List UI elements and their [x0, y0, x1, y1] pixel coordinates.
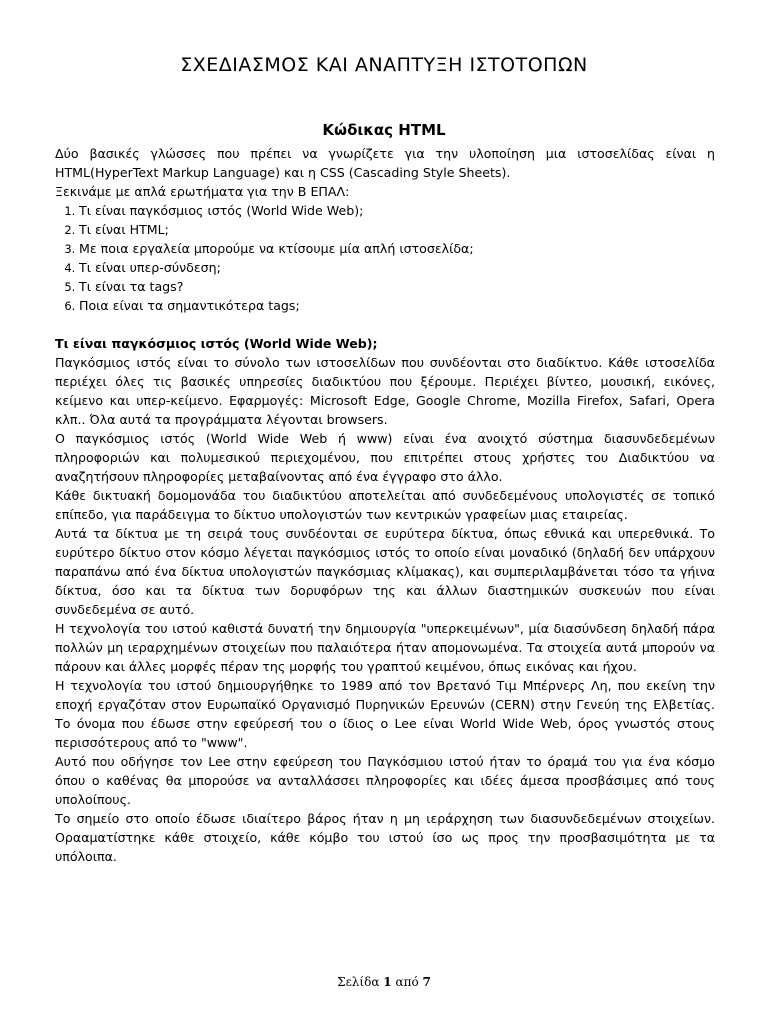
question-item: 1. Τι είναι παγκόσμιος ιστός (World Wide Web);	[79, 201, 715, 220]
question-item: 2. Τι είναι HTML;	[79, 220, 715, 239]
footer-of-word: από	[395, 975, 419, 989]
subheading-www: Τι είναι παγκόσμιος ιστός (World Wide Web);	[55, 336, 378, 351]
footer-page-word: Σελίδα	[337, 975, 380, 989]
body-paragraph: Η τεχνολογία του ιστού δημιουργήθηκε το 1989 από τον Βρετανό Τιμ Μπέρνερς Λη, που εκείνη την εποχή εργαζόταν στον Ευρωπαϊκό Οργανισμό Πυρηνικών Ερευνών (CERN) στην Γενεύη της Ελβετίας. Το όνομα που έδωσε στην εφεύρεσή του ο ίδιος ο Lee είναι World Wide Web, όρος γνωστός στους περισσότερους από το "www".	[55, 678, 715, 750]
intro-paragraph: Ξεκινάμε με απλά ερωτήματα για την Β ΕΠΑΛ:	[55, 184, 350, 199]
question-item: 3. Με ποια εργαλεία μπορούμε να κτίσουμε μία απλή ιστοσελίδα;	[79, 239, 715, 258]
body-paragraph: Η τεχνολογία του ιστού καθιστά δυνατή την δημιουργία "υπερκειμένων", μία διασύνδεση δηλαδή πάρα πολλών μη ιεραρχημένων στοιχείων που παλαιότερα ήταν απομονωμένα. Τα στοιχεία αυτά μπορούν να πάρουν και άλλες μορφές πέραν της μορφής του γραπτού κειμένου, όπως εικόνας και ήχου.	[55, 621, 715, 674]
body-paragraph: Κάθε δικτυακή δομομονάδα του διαδικτύου αποτελείται από συνδεδεμένους υπολογιστές σε τοπικό επίπεδο, για παράδειγμα το δίκτυο υπολογιστών των κεντρικών γραφείων μιας εταιρείας.	[55, 488, 715, 522]
question-item: 6. Ποια είναι τα σημαντικότερα tags;	[79, 296, 715, 315]
section-heading: Κώδικας HTML	[322, 121, 446, 139]
question-item: 5. Τι είναι τα tags?	[79, 277, 715, 296]
document-title: ΣΧΕΔΙΑΣΜΟΣ ΚΑΙ ΑΝΑΠΤΥΞΗ ΙΣΤΟΤΟΠΩΝ	[180, 54, 588, 76]
footer-total-pages: 7	[422, 975, 431, 989]
body-paragraph: Αυτά τα δίκτυα με τη σειρά τους συνδέονται σε ευρύτερα δίκτυα, όπως εθνικά και υπερεθνικά. Το ευρύτερο δίκτυο στον κόσμο λέγεται παγκόσμιος ιστός το οποίο είναι μοναδικό (δηλαδή δεν υπάρχουν παραπάνω από ένα δίκτυα υπολογιστών παγκόσμιας κλίμακας), και συμπεριλαμβάνεται τόσο τα γήινα δίκτυα, όσο και τα δίκτυα των δορυφόρων της και άλλων διαστημικών συσκευών που είναι συνδεδεμένα σε αυτό.	[55, 526, 715, 617]
body-paragraph: Το σημείο στο οποίο έδωσε ιδιαίτερο βάρος ήταν η μη ιεράρχηση των διασυνδεδεμένων στοιχείων. Ορααματίστηκε κάθε στοιχείο, κάθε κόμβο του ιστού ίσο ως προς την προσβασιμότητα με τα υπόλοιπα.	[55, 811, 715, 864]
body-paragraph: Παγκόσμιος ιστός είναι το σύνολο των ιστοσελίδων που συνδέονται στο διαδίκτυο. Κάθε ιστοσελίδα περιέχει όλες τις βασικές υπηρεσίες διαδικτύου που ξέρουμε. Περιέχει βίντεο, μουσική, εικόνες, κείμενο και υπερ-κείμενο. Εφαρμογές: Microsoft Edge, Google Chrome, Mozilla Firefox, Safari, Opera κλπ.. Όλα αυτά τα προγράμματα λέγονται browsers.	[55, 355, 715, 427]
question-item: 4. Τι είναι υπερ-σύνδεση;	[79, 258, 715, 277]
intro-paragraph: Δύο βασικές γλώσσες που πρέπει να γνωρίζετε για την υλοποίηση μια ιστοσελίδας είναι η HTML(HyperText Markup Language) και η CSS (Cascading Style Sheets).	[55, 146, 715, 180]
body-paragraph: Ο παγκόσμιος ιστός (World Wide Web ή www) είναι ένα ανοιχτό σύστημα διασυνδεδεμένων πληροφοριών και πολυμεσικού περιεχομένου, που επιτρέπει στους χρήστες του Διαδικτύου να αναζητήσουν πληροφορίες μεταβαίνοντας από ένα έγγραφο στο άλλο.	[55, 431, 715, 484]
questions-list	[55, 201, 715, 315]
page-footer	[0, 975, 768, 989]
body-paragraph: Αυτό που οδήγησε τον Lee στην εφεύρεση του Παγκόσμιου ιστού ήταν το όραμά του για ένα κόσμο όπου ο καθένας θα μπορούσε να ανταλλάσσει πληροφορίες και ιδέες άμεσα προσβάσιμες από τους υπολοίπους.	[55, 754, 715, 807]
footer-page-number: 1	[383, 975, 392, 989]
document-body	[55, 144, 715, 866]
